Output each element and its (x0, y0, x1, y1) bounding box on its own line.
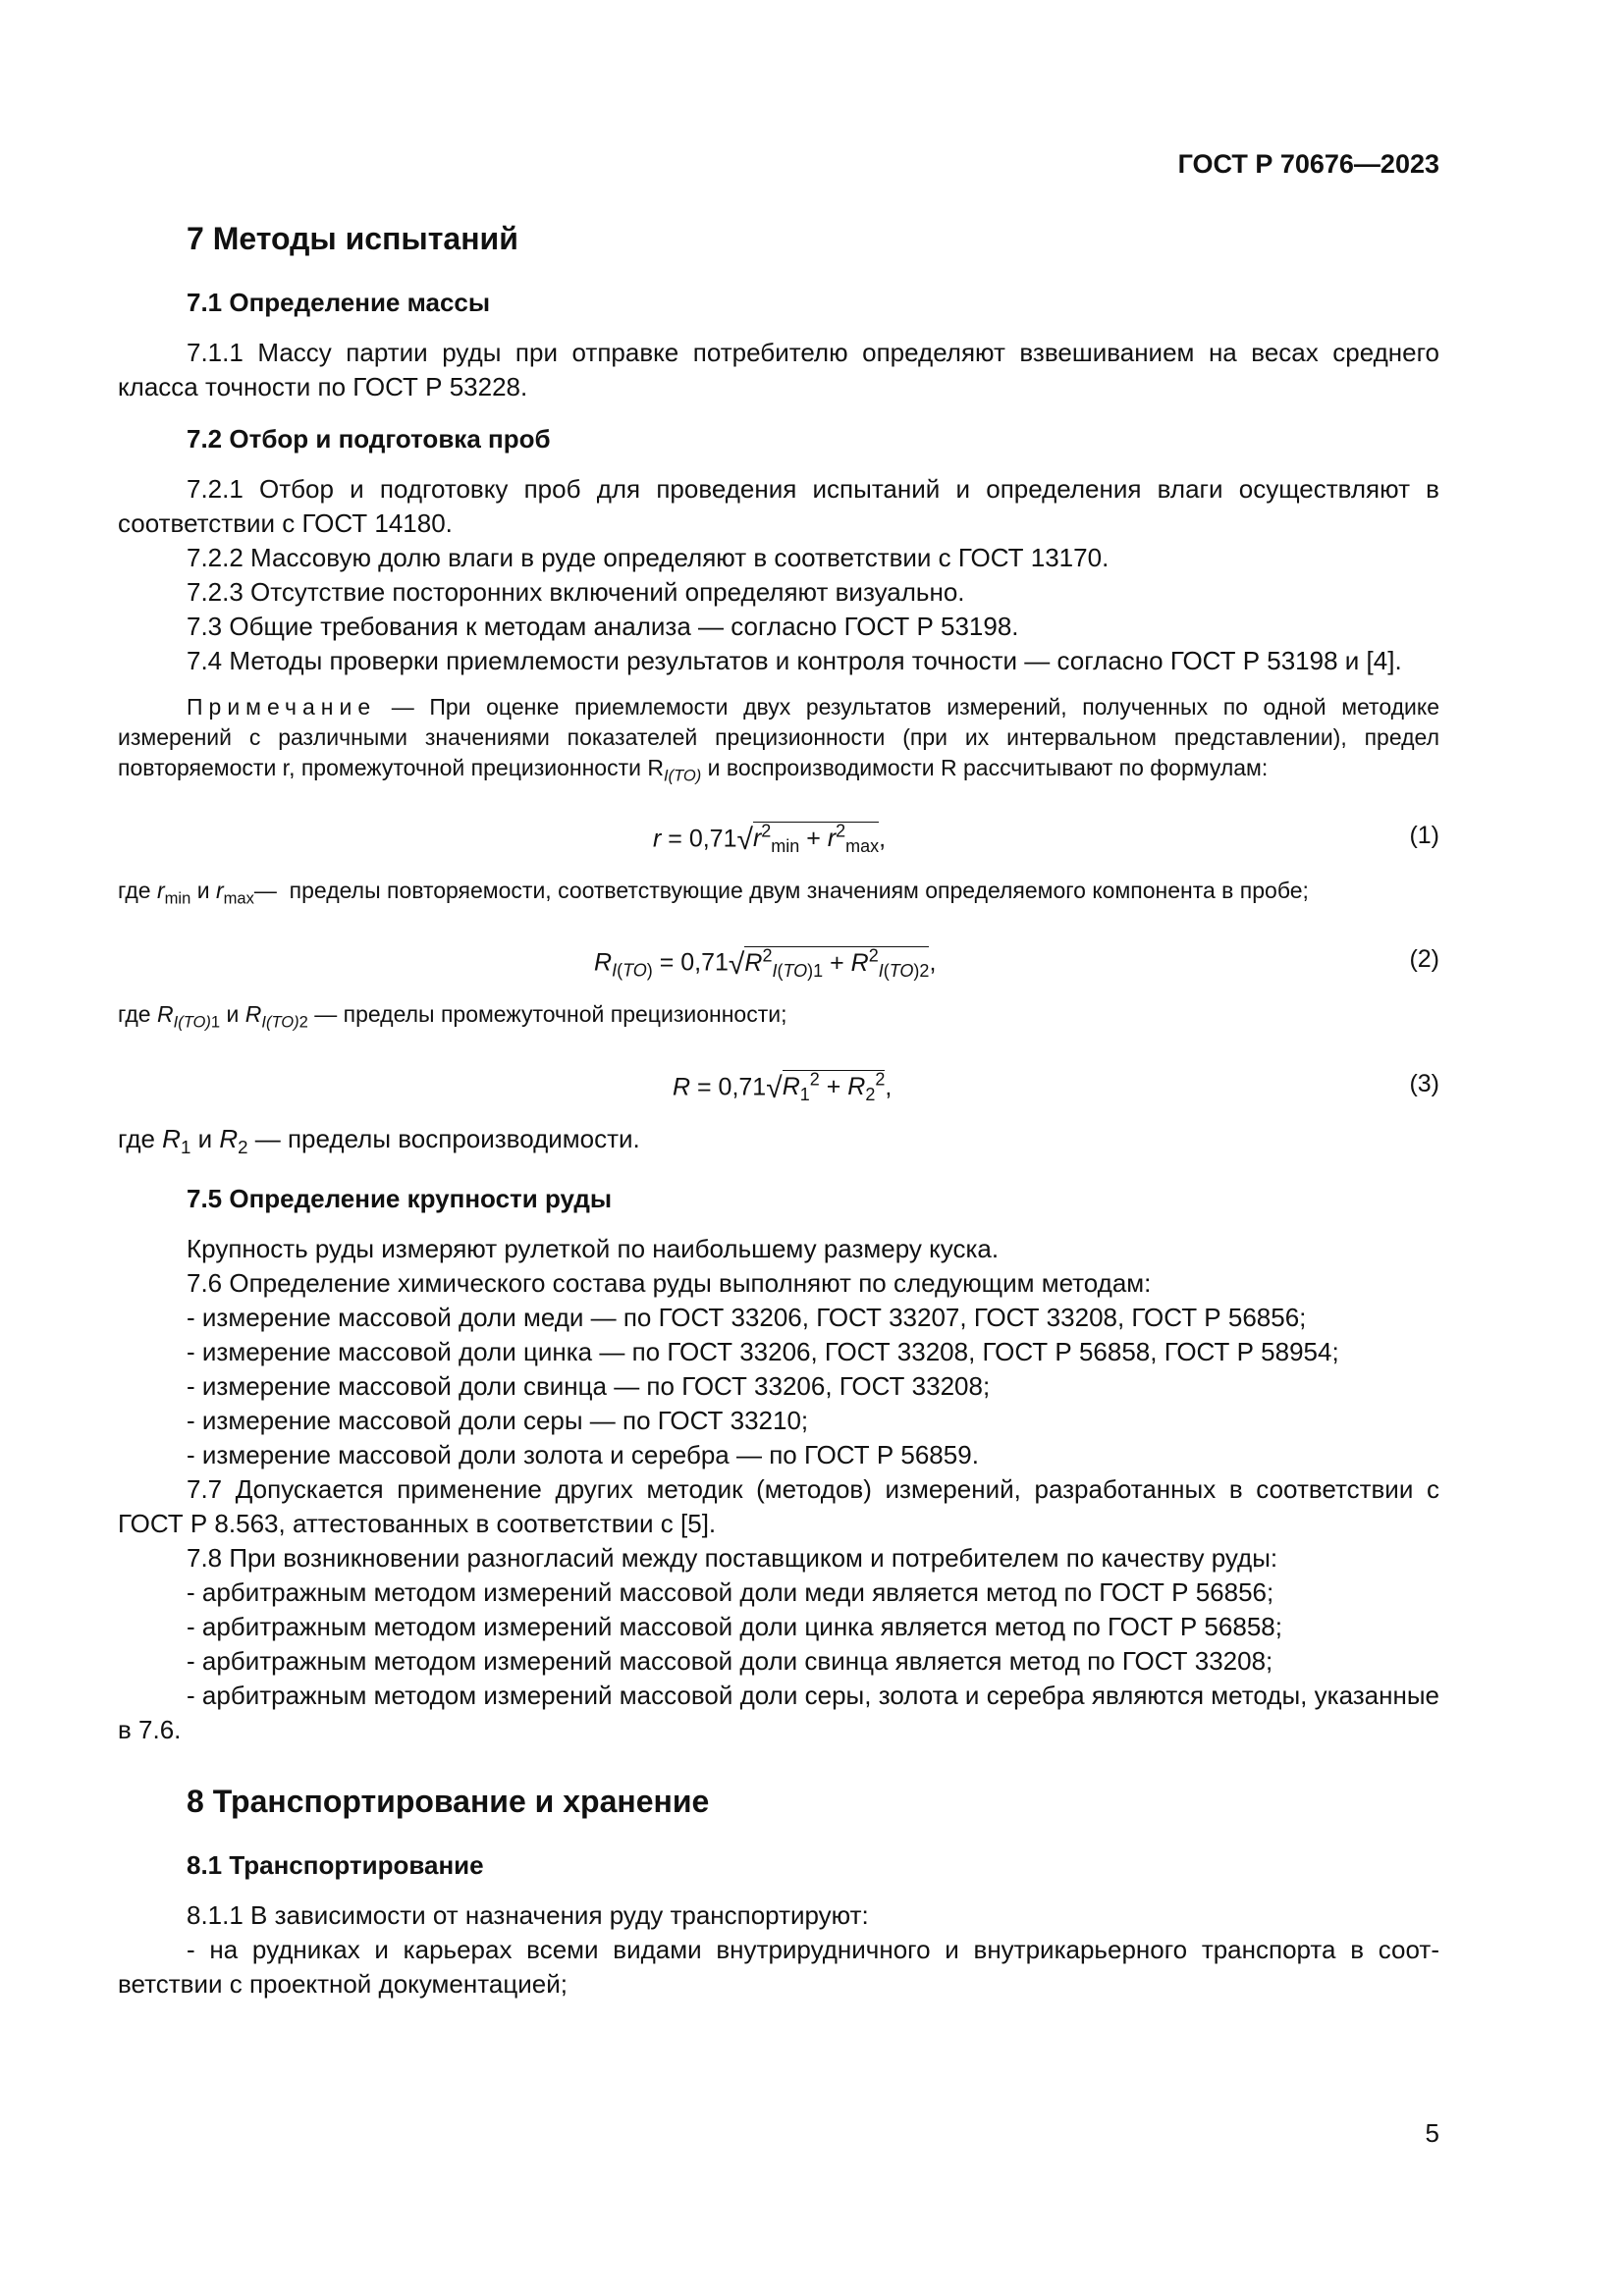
list-item: - измерение массовой доли золота и серебра — по ГОСТ Р 56859. (187, 1439, 979, 1469)
paragraph-7-7: 7.7 Допускается применение других методик (методов) измерений, разработанных в соответствии с ГОСТ Р 8.563, аттестованных в соответствии с [5]. (118, 1473, 1439, 1538)
formula-2: $R_{I(TO)} = 0,71√R^2_{I(TO)1} + R^2_{I(TO)2}$, (594, 945, 937, 981)
list-item: - арбитражным методом измерений массовой доли меди является метод по ГОСТ Р 56856; (187, 1576, 1274, 1607)
formula-2-number: (2) (1409, 945, 1439, 974)
list-item: - измерение массовой доли меди — по ГОСТ 33206, ГОСТ 33207, ГОСТ 33208, ГОСТ Р 56856; (187, 1302, 1307, 1332)
formula-3: $R = 0,71√R_1^2 + R_2^2$, (673, 1069, 893, 1105)
subsection-7-1-title: 7.1 Определение массы (187, 288, 491, 317)
formula-1-row (118, 809, 1439, 864)
where-2: где $R_{I(TO)1}$ и $R_{I(TO)2}$ — пределы промежуточной прецизионности; (118, 1001, 787, 1032)
formula-1-number: (1) (1409, 821, 1439, 849)
formula-3-row (118, 1057, 1439, 1112)
formula-1: $r = 0,71√r^2_{min} + r^2_{max}$, (653, 821, 887, 856)
note-paragraph (118, 692, 1439, 791)
paragraph-7-2-3: 7.2.3 Отсутствие посторонних включений определяют визуально. (187, 577, 965, 607)
formula-3-number: (3) (1409, 1069, 1439, 1097)
paragraph-8-1-1: 8.1.1 В зависимости от назначения руду транспортируют: (187, 1899, 869, 1930)
section-8-title: 8 Транспортирование и хранение (187, 1783, 710, 1819)
list-item: - на рудниках и карьерах всеми видами внутрирудничного и внутрикарьерного транспорта в соответствии с проектной документацией; (118, 1934, 1439, 1999)
note-subscript: I(TO) (663, 766, 702, 785)
paragraph-7-6: 7.6 Определение химического состава руды выполняют по следующим методам: (187, 1267, 1152, 1298)
subsection-7-2-title: 7.2 Отбор и подготовка проб (187, 424, 551, 454)
paragraph-7-5: Крупность руды измеряют рулеткой по наибольшему размеру куска. (187, 1233, 1000, 1263)
list-item: - арбитражным методом измерений массовой доли серы, золота и серебра являются методы, указанные в 7.6. (118, 1680, 1439, 1744)
paragraph-7-3: 7.3 Общие требования к методам анализа — согласно ГОСТ Р 53198. (187, 612, 1019, 641)
paragraph-7-1-1: 7.1.1 Массу партии руды при отправке потребителю определяют взвешиванием на весах среднего класса точности по ГОСТ Р 53228. (118, 338, 1439, 401)
list-item: - измерение массовой доли серы — по ГОСТ 33210; (187, 1405, 809, 1435)
where-3: где $R_1$ и $R_2$ — пределы воспроизводимости. (118, 1123, 640, 1157)
page-number: 5 (1425, 2118, 1439, 2148)
doc-code-header: ГОСТ Р 70676—2023 (1177, 149, 1439, 179)
paragraph-7-8: 7.8 При возникновении разногласий между поставщиком и потребителем по качеству руды: (187, 1542, 1278, 1573)
paragraph-7-2-1: 7.2.1 Отбор и подготовку проб для проведения испытаний и определения влаги осуществляют в соответствии с ГОСТ 14180. (118, 474, 1439, 538)
note-end: и воспроизводимости R рассчитывают по формулам: (701, 755, 1269, 780)
list-item: - измерение массовой доли цинка — по ГОСТ 33206, ГОСТ 33208, ГОСТ Р 56858, ГОСТ Р 58954; (187, 1336, 1339, 1366)
list-item: - измерение массовой доли свинца — по ГОСТ 33206, ГОСТ 33208; (187, 1370, 991, 1401)
list-item: - арбитражным методом измерений массовой доли цинка является метод по ГОСТ Р 56858; (187, 1611, 1282, 1641)
paragraph-7-2-2: 7.2.2 Массовую долю влаги в руде определяют в соответствии с ГОСТ 13170. (187, 543, 1110, 572)
note-label: Примечание (187, 694, 377, 720)
note-text: — При оценке приемлемости двух результатов измерений, полученных по одной методике измерений с различными значениями показателей прецизионности (при их интервальном представлении), предел повторяемости r, промежуточной прецизионности R (118, 694, 1439, 780)
paragraph-7-4: 7.4 Методы проверки приемлемости результатов и контроля точности — согласно ГОСТ Р 53198 и [4]. (187, 646, 1402, 675)
formula-2-row (118, 933, 1439, 988)
document-body (118, 222, 1439, 2002)
section-7-title: 7 Методы испытаний (187, 221, 518, 256)
where-1: где $r_{min}$ и $r_{max}—$ пределы повторяемости, соответствующие двум значениям определяемого компонента в пробе; (118, 877, 1309, 908)
subsection-8-1-title: 8.1 Транспортирование (187, 1849, 484, 1880)
list-item: - арбитражным методом измерений массовой доли свинца является метод по ГОСТ 33208; (187, 1645, 1273, 1676)
subsection-7-5-title: 7.5 Определение крупности руды (187, 1183, 613, 1213)
